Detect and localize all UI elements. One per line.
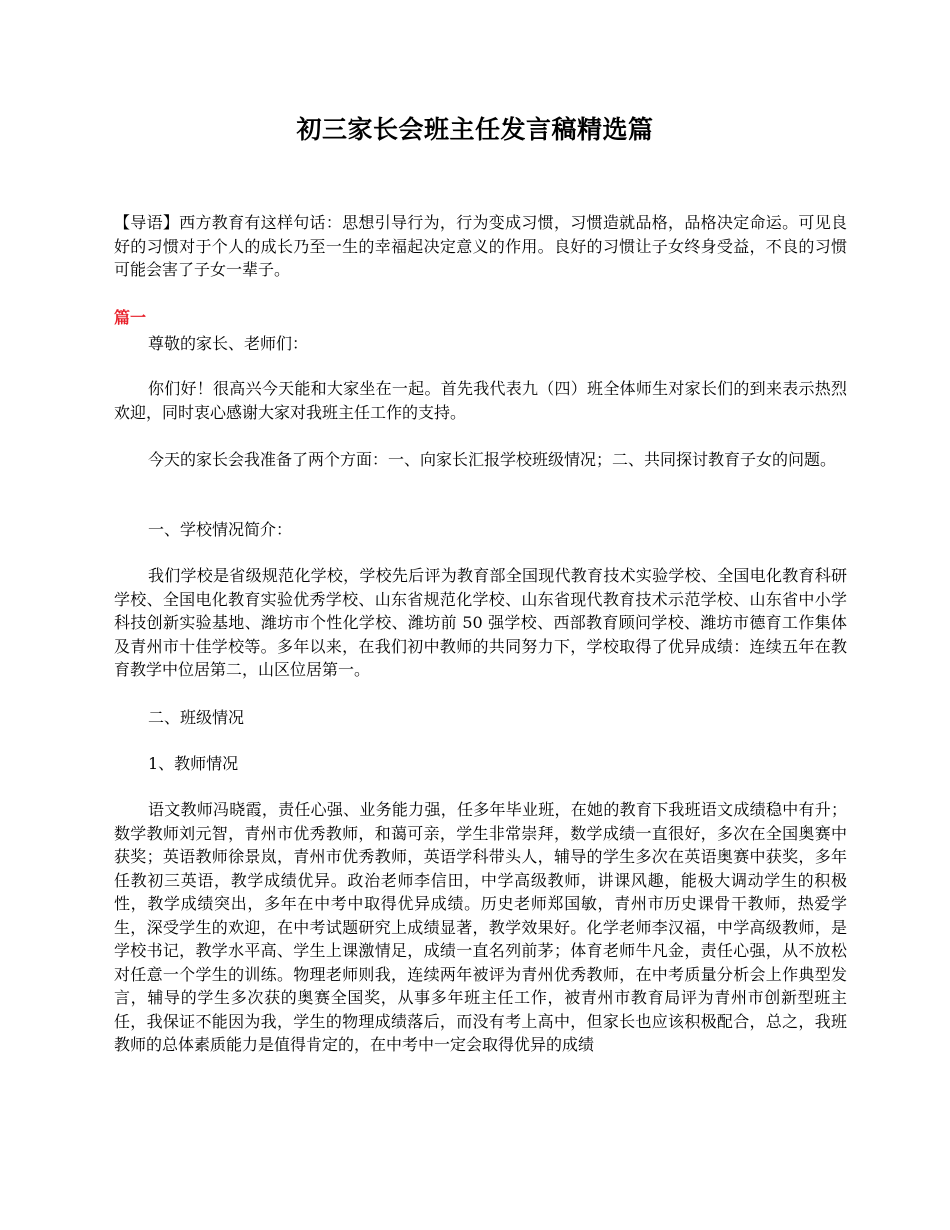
agenda-paragraph: 今天的家长会我准备了两个方面：一、向家长汇报学校班级情况；二、共同探讨教育子女的问题。	[148, 450, 837, 469]
welcome-paragraph: 你们好！很高兴今天能和大家坐在一起。首先我代表九（四）班全体师生对家长们的到来表示热烈欢迎，同时衷心感谢大家对我班主任工作的支持。	[114, 379, 847, 422]
section-label: 篇一	[114, 308, 147, 327]
greeting-paragraph: 尊敬的家长、老师们：	[148, 334, 309, 353]
document-title: 初三家长会班主任发言稿精选篇	[296, 115, 654, 144]
school-section-heading: 一、学校情况简介：	[148, 520, 293, 539]
intro-paragraph: 【导语】西方教育有这样句话：思想引导行为，行为变成习惯，习惯造就品格，品格决定命运。可见良好的习惯对于个人的成长乃至一生的幸福起决定意义的作用。良好的习惯让子女终身受益，不良的习惯可能会害了子女一辈子。	[114, 213, 847, 279]
teacher-subheading: 1、教师情况	[148, 754, 239, 773]
school-intro-paragraph: 我们学校是省级规范化学校，学校先后评为教育部全国现代教育技术实验学校、全国电化教育科研学校、全国电化教育实验优秀学校、山东省规范化学校、山东省现代教育技术示范学校、山东省中小学科技创新实验基地、潍坊市个性化学校、潍坊前 50 强学校、西部教育顾问学校、潍坊市德育工作集体及青州市十佳学校等。多年以来，在我们初中教师的共同努力下，学校取得了优异成绩：连续五年在教育教学中位居第二，山区位居第一。	[114, 566, 847, 679]
class-section-heading: 二、班级情况	[148, 708, 245, 727]
teachers-paragraph: 语文教师冯晓霞，责任心强、业务能力强，任多年毕业班，在她的教育下我班语文成绩稳中有升；数学教师刘元智，青州市优秀教师，和蔼可亲，学生非常崇拜，数学成绩一直很好，多次在全国奥赛中获奖；英语教师徐景岚，青州市优秀教师，英语学科带头人，辅导的学生多次在英语奥赛中获奖，多年任教初三英语，教学成绩优异。政治老师李信田，中学高级教师，讲课风趣，能极大调动学生的积极性，教学成绩突出，多年在中考中取得优异成绩。历史老师郑国敏，青州市历史课骨干教师，热爱学生，深受学生的欢迎，在中考试题研究上成绩显著，教学效果好。化学老师李汉福，中学高级教师，是学校书记，教学水平高、学生上课激情足，成绩一直名列前茅；体育老师牛凡金，责任心强，从不放松对任意一个学生的训练。物理老师则我，连续两年被评为青州优秀教师，在中考质量分析会上作典型发言，辅导的学生多次获的奥赛全国奖，从事多年班主任工作，被青州市教育局评为青州市创新型班主任，我保证不能因为我，学生的物理成绩落后，而没有考上高中，但家长也应该积极配合，总之，我班教师的总体素质能力是值得肯定的，在中考中一定会取得优异的成绩	[114, 800, 847, 1054]
